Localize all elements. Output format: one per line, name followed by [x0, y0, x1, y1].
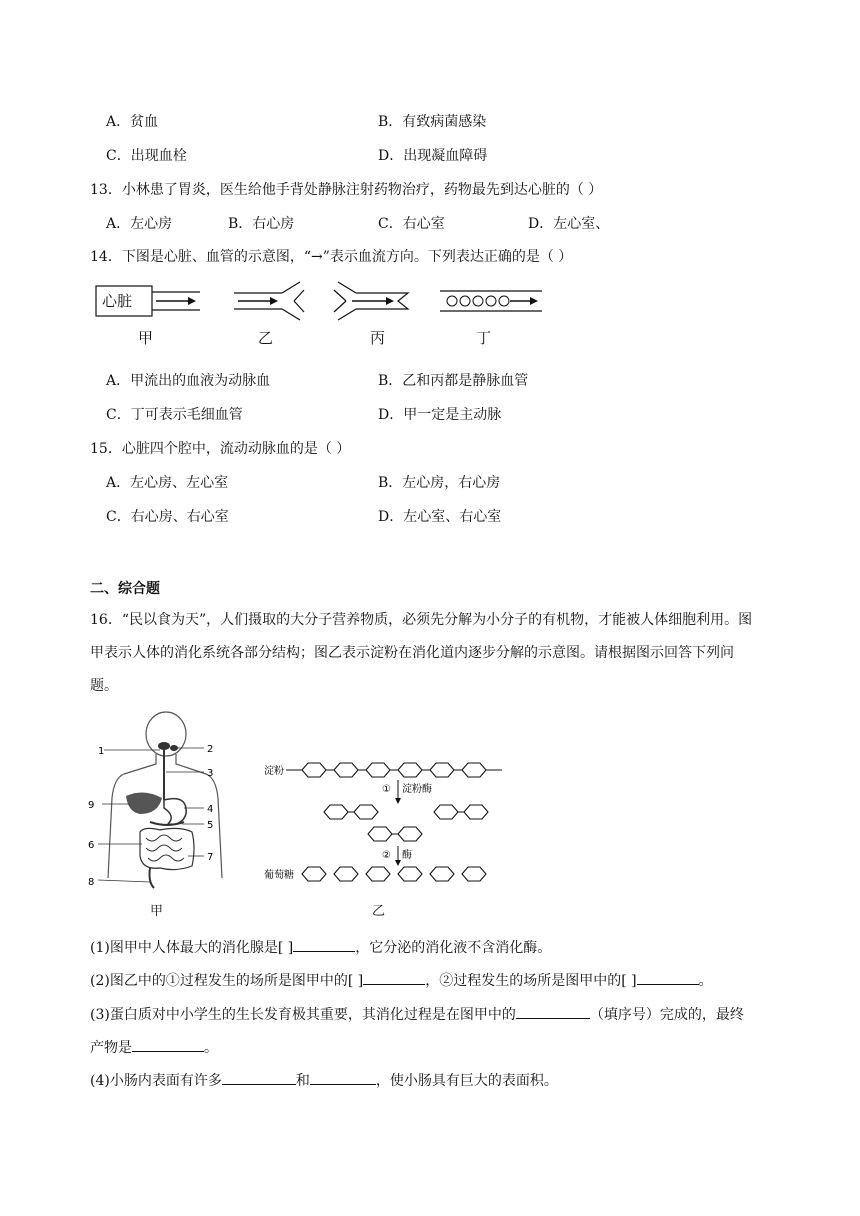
q14-option-c: C．丁可表示毛细血管	[106, 407, 243, 423]
q16-sub3: (3)蛋白质对中小学生的生长发育极其重要，其消化过程是在图甲中的 （填序号）完成的，最终	[90, 1004, 744, 1024]
q13-stem: 13．小林患了胃炎，医生给他手背处静脉注射药物治疗，药物最先到达心脏的（ ）	[90, 182, 603, 198]
q12-option-a: A．贫血	[106, 114, 159, 130]
q13-option-b: B．右心房	[228, 216, 295, 232]
answer-blank[interactable]	[637, 970, 699, 985]
digestive-system-figure	[84, 708, 234, 893]
step2-mark: ②	[382, 850, 391, 861]
answer-blank[interactable]	[293, 937, 355, 952]
q15-option-b: B．左心房，右心房	[378, 475, 501, 491]
answer-blank[interactable]	[222, 1070, 296, 1085]
answer-blank[interactable]	[363, 970, 425, 985]
fig-number-6: 6	[88, 840, 95, 851]
section-title: 二、综合题	[90, 581, 160, 597]
step2-enzyme: 酶	[402, 850, 412, 861]
q14-option-b: B．乙和丙都是静脉血管	[378, 373, 529, 389]
q16-sub4: (4)小肠内表面有许多 和 ，使小肠具有巨大的表面积。	[90, 1070, 558, 1090]
q15-stem: 15．心脏四个腔中，流动动脉血的是（ ）	[90, 441, 351, 457]
q16-sub2: (2)图乙中的①过程发生的场所是图甲中的[ ] ，②过程发生的场所是图甲中的[ ] 。	[90, 970, 713, 990]
fig-caption-yi: 乙	[372, 904, 386, 919]
q16-stem-line3: 题。	[90, 678, 118, 694]
q15-option-c: C．右心房、右心室	[106, 509, 229, 525]
fig-number-9: 9	[88, 800, 95, 811]
answer-blank[interactable]	[310, 1070, 376, 1085]
fig-label-yi: 乙	[258, 329, 274, 347]
fig-caption-jia: 甲	[150, 904, 164, 919]
q13-option-c: C．右心室	[378, 216, 445, 232]
heart-box-label: 心脏	[102, 292, 133, 310]
step1-enzyme: 淀粉酶	[402, 784, 432, 795]
starch-breakdown-figure	[264, 756, 514, 886]
fig-number-8: 8	[88, 877, 95, 888]
fig-number-3: 3	[207, 768, 214, 779]
q13-option-a: A．左心房	[106, 216, 173, 232]
q16-stem-line1: 16．“民以食为天”，人们摄取的大分子营养物质，必须先分解为小分子的有机物，才能被人体细胞利用。图	[90, 612, 753, 628]
q14-vessel-diagram	[90, 280, 560, 330]
fig-label-ding: 丁	[476, 329, 492, 347]
q12-option-d: D．出现凝血障碍	[378, 148, 488, 164]
q14-option-d: D．甲一定是主动脉	[378, 407, 502, 423]
fig-number-4: 4	[207, 804, 214, 815]
q13-option-d: D．左心室、	[528, 216, 610, 232]
q16-sub1: (1)图甲中人体最大的消化腺是[ ] ，它分泌的消化液不含消化酶。	[90, 937, 551, 957]
q16-sub3-cont: 产物是 。	[90, 1037, 218, 1057]
fig-number-7: 7	[207, 852, 214, 863]
glucose-label: 葡萄糖	[264, 870, 294, 881]
fig-number-5: 5	[207, 820, 214, 831]
fig-label-bing: 丙	[370, 329, 386, 347]
fig-number-1: 1	[98, 746, 105, 757]
q14-option-a: A．甲流出的血液为动脉血	[106, 373, 271, 389]
q15-option-a: A．左心房、左心室	[106, 475, 229, 491]
q16-stem-line2: 甲表示人体的消化系统各部分结构；图乙表示淀粉在消化道内逐步分解的示意图。请根据图示回答下列问	[90, 645, 734, 661]
starch-label: 淀粉	[264, 766, 284, 777]
answer-blank[interactable]	[516, 1004, 590, 1019]
q15-option-d: D．左心室、右心室	[378, 509, 502, 525]
q12-option-b: B．有致病菌感染	[378, 114, 487, 130]
step1-mark: ①	[382, 784, 391, 795]
answer-blank[interactable]	[132, 1037, 204, 1052]
q14-stem: 14．下图是心脏、血管的示意图，“→”表示血流方向。下列表达正确的是（ ）	[90, 249, 573, 265]
q12-option-c: C．出现血栓	[106, 148, 187, 164]
fig-label-jia: 甲	[138, 329, 154, 347]
fig-number-2: 2	[207, 744, 214, 755]
